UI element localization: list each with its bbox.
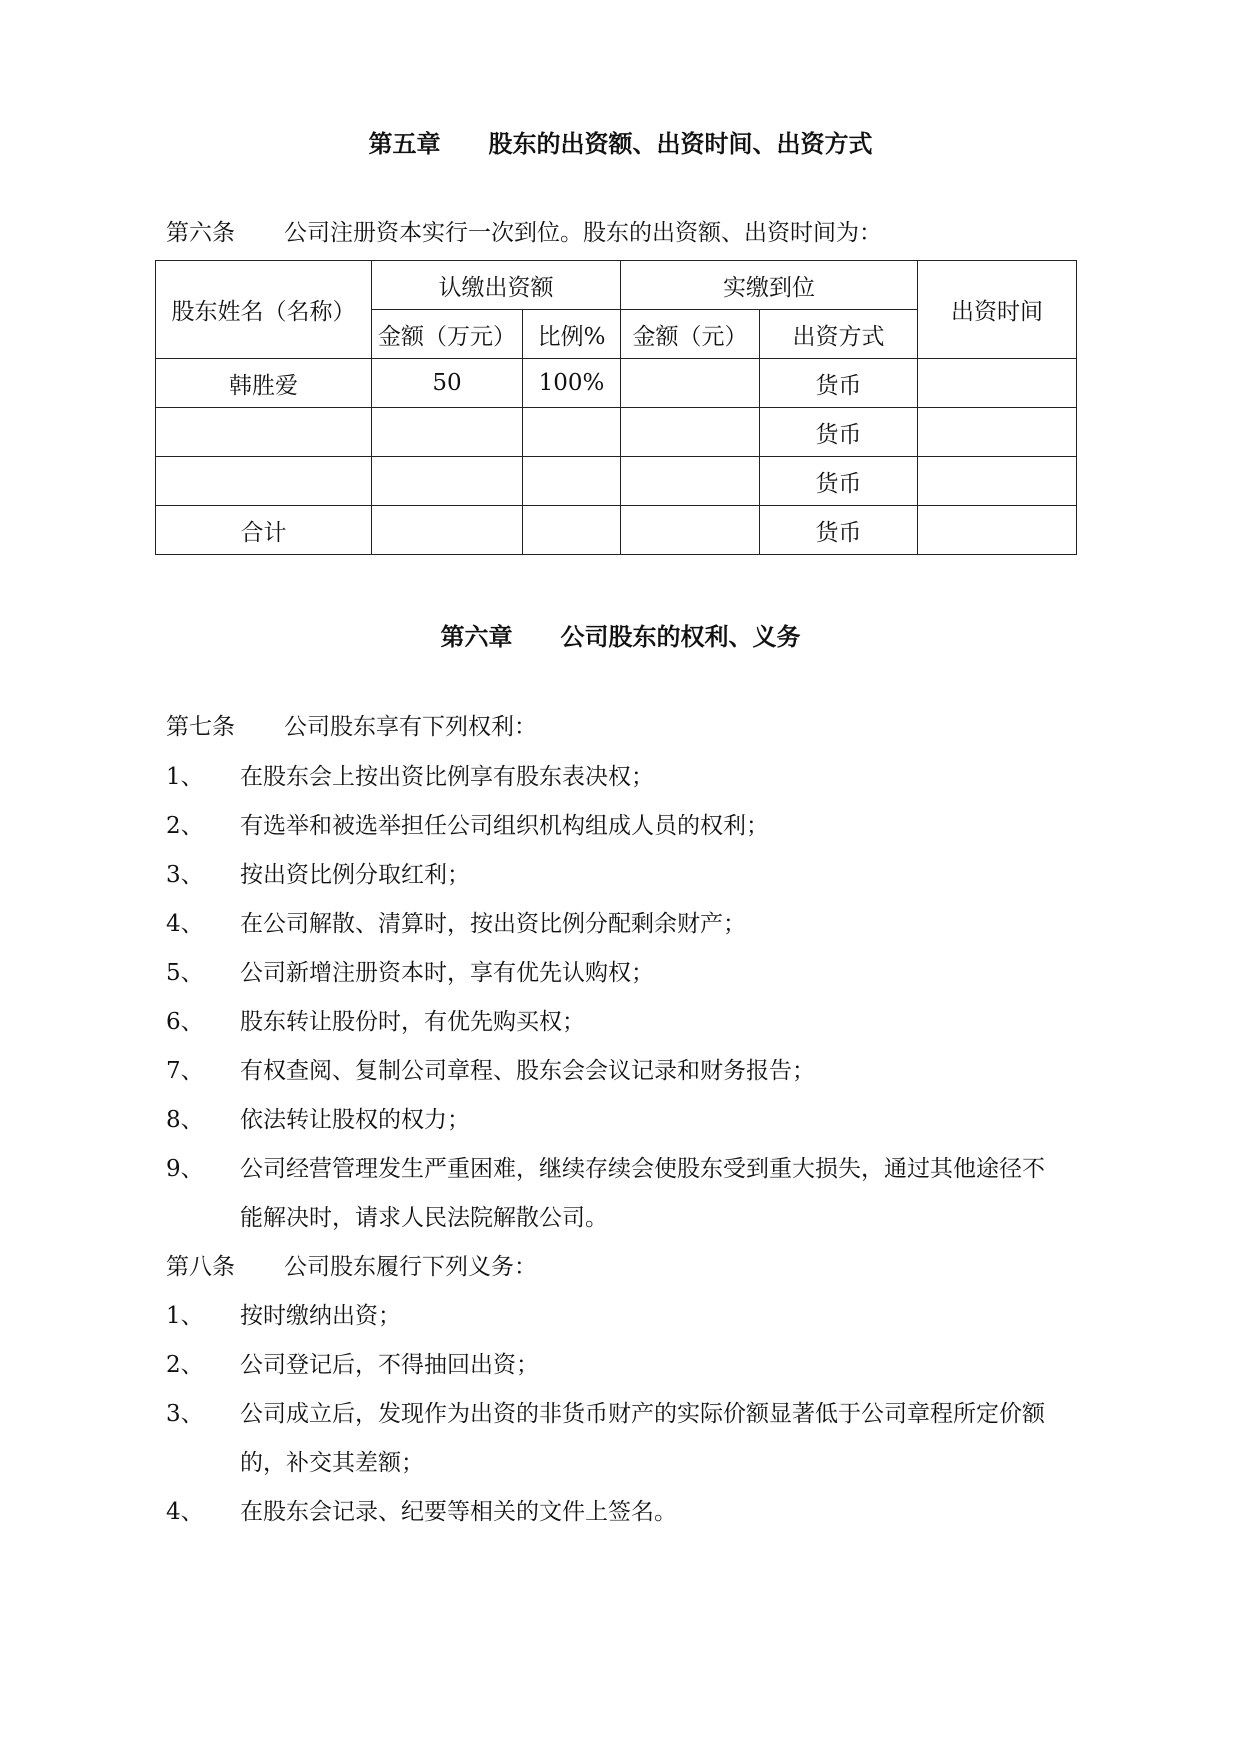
cell-ratio <box>523 506 621 555</box>
cell-amount <box>372 457 523 506</box>
cell-method: 货币 <box>760 506 918 555</box>
header-paid-in: 实缴到位 <box>621 261 918 310</box>
list-item-number: 9、 <box>166 1156 204 1182</box>
list-item: 在股东会上按出资比例享有股东表决权； <box>240 764 654 790</box>
cell-method: 货币 <box>760 408 918 457</box>
list-item: 股东转让股份时，有优先购买权； <box>240 1009 585 1035</box>
cell-method: 货币 <box>760 359 918 408</box>
header-sub-ratio: 比例% <box>523 310 621 359</box>
list-item-number: 8、 <box>166 1107 204 1133</box>
table-header-row <box>156 261 1077 310</box>
list-item: 公司登记后，不得抽回出资； <box>240 1352 539 1378</box>
header-shareholder-name: 股东姓名（名称） <box>156 261 372 359</box>
cell-ratio: 100% <box>523 359 621 408</box>
header-sub-amount: 金额（万元） <box>372 310 523 359</box>
list-item-number: 5、 <box>166 960 204 986</box>
list-item-number: 4、 <box>166 1499 204 1525</box>
article-7-text: 公司股东享有下列权利： <box>284 714 537 740</box>
cell-time <box>918 457 1077 506</box>
list-item: 在股东会记录、纪要等相关的文件上签名。 <box>240 1499 677 1525</box>
cell-amount: 50 <box>372 359 523 408</box>
article-6-label: 第六条 <box>166 220 235 246</box>
cell-time <box>918 506 1077 555</box>
cell-ratio <box>523 457 621 506</box>
cell-amount <box>372 408 523 457</box>
header-paid-method: 出资方式 <box>760 310 918 359</box>
cell-paid <box>621 408 760 457</box>
list-item-number: 2、 <box>166 1352 204 1378</box>
article-8-text: 公司股东履行下列义务： <box>284 1254 537 1280</box>
list-item: 有选举和被选举担任公司组织机构组成人员的权利； <box>240 813 769 839</box>
list-item-number: 6、 <box>166 1009 204 1035</box>
list-item-number: 3、 <box>166 862 204 888</box>
cell-ratio <box>523 408 621 457</box>
list-item-number: 7、 <box>166 1058 204 1084</box>
cell-amount <box>372 506 523 555</box>
article-6-text: 公司注册资本实行一次到位。股东的出资额、出资时间为： <box>284 220 882 246</box>
cell-name: 韩胜爱 <box>156 359 372 408</box>
list-item: 按出资比例分取红利； <box>240 862 470 888</box>
list-item: 依法转让股权的权力； <box>240 1107 470 1133</box>
cell-time <box>918 359 1077 408</box>
header-subscribed-capital: 认缴出资额 <box>372 261 621 310</box>
cell-name <box>156 457 372 506</box>
chapter-5-title: 第五章 股东的出资额、出资时间、出资方式 <box>368 129 873 158</box>
cell-paid <box>621 506 760 555</box>
list-item-number: 1、 <box>166 1303 204 1329</box>
list-item: 公司经营管理发生严重困难，继续存续会使股东受到重大损失，通过其他途径不 <box>240 1156 1045 1182</box>
list-item-number: 4、 <box>166 911 204 937</box>
table-row <box>156 457 1077 506</box>
cell-name: 合计 <box>156 506 372 555</box>
cell-paid <box>621 457 760 506</box>
list-item-number: 2、 <box>166 813 204 839</box>
header-paid-amount: 金额（元） <box>621 310 760 359</box>
list-item-continuation: 的，补交其差额； <box>240 1450 424 1476</box>
chapter-6-title: 第六章 公司股东的权利、义务 <box>440 622 801 651</box>
list-item-number: 1、 <box>166 764 204 790</box>
cell-method: 货币 <box>760 457 918 506</box>
list-item-continuation: 能解决时，请求人民法院解散公司。 <box>240 1205 608 1231</box>
cell-paid <box>621 359 760 408</box>
cell-name <box>156 408 372 457</box>
list-item: 有权查阅、复制公司章程、股东会会议记录和财务报告； <box>240 1058 815 1084</box>
header-contribution-time: 出资时间 <box>918 261 1077 359</box>
article-7-label: 第七条 <box>166 714 235 740</box>
cell-time <box>918 408 1077 457</box>
list-item: 公司新增注册资本时，享有优先认购权； <box>240 960 654 986</box>
table-total-row <box>156 506 1077 555</box>
table-row <box>156 408 1077 457</box>
article-8-label: 第八条 <box>166 1254 235 1280</box>
list-item-number: 3、 <box>166 1401 204 1427</box>
list-item: 公司成立后，发现作为出资的非货币财产的实际价额显著低于公司章程所定价额 <box>240 1401 1045 1427</box>
capital-contribution-table <box>155 260 1077 555</box>
list-item: 在公司解散、清算时，按出资比例分配剩余财产； <box>240 911 746 937</box>
list-item: 按时缴纳出资； <box>240 1303 401 1329</box>
table-row <box>156 359 1077 408</box>
